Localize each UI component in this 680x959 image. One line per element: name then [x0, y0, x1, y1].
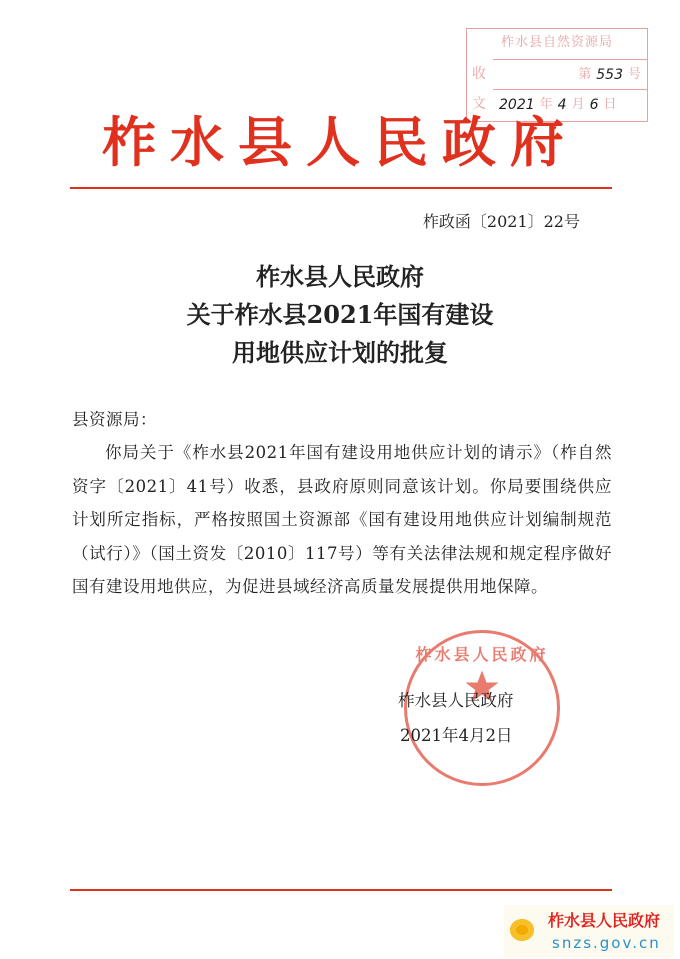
signature: 柞水县人民政府 — [398, 691, 514, 710]
doc-number: 柞政函〔2021〕22号 — [422, 212, 580, 231]
addressee: 县资源局： — [72, 410, 157, 429]
receipt-stamp — [466, 28, 648, 122]
doc-title-line-1: 柞水县人民政府 — [256, 262, 424, 291]
stamp-day-label: 日 — [603, 96, 617, 112]
seal-text: 柞水县人民政府 — [415, 645, 549, 664]
body-paragraph: 你局关于《柞水县2021年国有建设用地供应计划的请示》（柞自然资字〔2021〕41号）收悉，县政府原则同意该计划。你局要围绕供应计划所定指标，严格按照国土资源部《国有建设用地供应计划编制规范（试行）》（国土资发〔2010〕117号）等有关法律法规和规定程序做好国有建设用地供应，为促进县域经济高质量发展提供用地保障。 — [72, 443, 612, 597]
doc-title-line-3: 用地供应计划的批复 — [232, 338, 448, 367]
footer-divider — [70, 889, 612, 891]
stamp-month-label: 月 — [571, 96, 585, 112]
stamp-number-row — [493, 59, 647, 89]
doc-title-line-2: 关于柞水县2021年国有建设 — [186, 300, 494, 329]
stamp-year-label: 年 — [539, 96, 553, 112]
issue-date: 2021年4月2日 — [400, 726, 513, 745]
site-logo[interactable] — [504, 905, 674, 957]
stamp-number-suffix: 号 — [627, 66, 641, 82]
stamp-org: 柞水县自然资源局 — [500, 35, 613, 50]
header-divider — [70, 187, 612, 189]
stamp-year: 2021 — [499, 96, 535, 113]
doc-body — [72, 403, 612, 603]
site-logo-name: 柞水县人民政府 — [548, 911, 661, 930]
site-logo-icon — [510, 919, 534, 941]
stamp-number-prefix: 第 — [578, 66, 592, 82]
issuer-title: 柞水县人民政府 — [102, 110, 578, 174]
stamp-receive-label: 收 — [472, 66, 486, 82]
stamp-doc-label: 文 — [472, 96, 486, 112]
stamp-number: 553 — [596, 66, 623, 83]
stamp-day: 6 — [589, 96, 599, 113]
stamp-month: 4 — [557, 96, 567, 113]
site-logo-url: snzs.gov.cn — [552, 934, 661, 952]
